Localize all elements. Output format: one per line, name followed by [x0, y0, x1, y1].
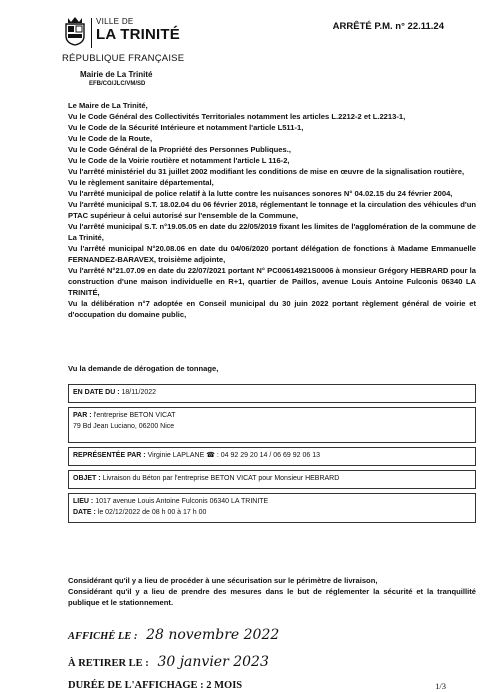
legal-references — [68, 100, 476, 320]
city-crest-logo — [64, 16, 86, 46]
request-date-cell — [68, 384, 476, 403]
body-line: Vu le Code Général des Collectivités Territoriales notamment les articles L.2212-2 et L.2213-1, — [68, 112, 406, 121]
body-line: Vu l'arrêté municipal S.T. 18.02.04 du 06 février 2018, réglementant le tonnage et la circulation des véhicules d'un PTAC supérieur à celui autorisé sur l'ensemble de la Commune, — [68, 200, 476, 220]
requester-address: 79 Bd Jean Luciano, 06200 Nice — [73, 423, 175, 430]
city-name: LA TRINITÉ — [96, 26, 180, 43]
body-line: Vu l'arrêté municipal N°20.08.06 en date du 04/06/2020 portant délégation de fonctions à Madame Emmanuelle FERNANDEZ-BARAVEX, troisième adjointe, — [68, 244, 476, 264]
schedule-value: le 02/12/2022 de 08 h 00 à 17 h 00 — [97, 509, 207, 516]
request-info-table — [68, 384, 476, 527]
reference-codes: EFB/CO/JLC/VM/SD — [89, 81, 146, 87]
requester-cell — [68, 407, 476, 443]
affiche-row — [68, 627, 279, 643]
duree-affichage: DURÉE DE L'AFFICHAGE : 2 MOIS — [68, 680, 243, 691]
body-line: Vu l'arrêté municipal de police relatif à la lutte contre les nuisances sonores N° 04.02.15 du 24 février 2004, — [68, 189, 453, 198]
considerant-block — [68, 575, 476, 608]
representative-value: Virginie LAPLANE ☎ : 04 92 29 20 14 / 06 69 92 06 13 — [147, 452, 320, 459]
request-date-value: 18/11/2022 — [121, 389, 157, 396]
request-date-label: EN DATE DU : — [73, 389, 120, 396]
affiche-label: AFFICHÉ LE : — [68, 631, 138, 642]
affiche-date-handwritten: 28 novembre 2022 — [146, 627, 280, 643]
retirer-date-handwritten: 30 janvier 2023 — [157, 654, 269, 670]
arrete-reference: ARRÊTÉ P.M. n° 22.11.24 — [332, 21, 444, 32]
schedule-label: DATE : — [73, 509, 96, 516]
retirer-row — [68, 654, 269, 670]
retirer-label: À RETIRER LE : — [68, 658, 149, 669]
requester-value: l'entreprise BETON VICAT — [93, 412, 176, 419]
location-cell — [68, 493, 476, 523]
body-line: Vu l'arrêté N°21.07.09 en date du 22/07/2021 portant N° PC00614921S0006 à monsieur Grégory HEBRARD pour la construction d'une maison individuelle en R+1, quartier de Paillos, avenue Louis Antoine Fulconis 06340 LA TRINITÉ, — [68, 266, 476, 297]
mairie-label: Mairie de La Trinité — [80, 70, 153, 79]
body-line: Le Maire de La Trinité, — [68, 101, 148, 110]
body-line: Vu le règlement sanitaire départemental, — [68, 178, 214, 187]
republique-francaise: RÉPUBLIQUE FRANÇAISE — [62, 53, 185, 64]
considerant-line: Considérant qu'il y a lieu de prendre des mesures dans le but de réglementer la sécurité et la tranquillité publique et le stationnement. — [68, 587, 476, 607]
demande-line: Vu la demande de dérogation de tonnage, — [68, 364, 219, 373]
body-line: Vu l'arrêté ministériel du 31 juillet 2002 modifiant les conditions de mise en œuvre de la signalisation routière, — [68, 167, 465, 176]
requester-label: PAR : — [73, 412, 92, 419]
body-line: Vu la délibération n°7 adoptée en Conseil municipal du 30 juin 2022 portant règlement général de voirie et d'occupation du domaine public, — [68, 299, 476, 319]
object-label: OBJET : — [73, 475, 101, 482]
considerant-line: Considérant qu'il y a lieu de procéder à une sécurisation sur le périmètre de livraison, — [68, 576, 378, 585]
body-line: Vu le Code de la Route, — [68, 134, 153, 143]
page-number: 1/3 — [435, 681, 446, 691]
header-divider — [91, 18, 92, 48]
body-line: Vu l'arrêté municipal S.T. n°19.05.05 en date du 22/05/2019 fixant les limites de l'agglomération de la commune de La Trinité, — [68, 222, 476, 242]
ville-de-label: VILLE DE — [96, 17, 134, 26]
body-line: Vu le Code Général de la Propriété des Personnes Publiques., — [68, 145, 291, 154]
body-line: Vu le Code de la Sécurité Intérieure et notamment l'article L511-1, — [68, 123, 304, 132]
location-label: LIEU : — [73, 498, 94, 505]
body-line: Vu le Code de la Voirie routière et notamment l'article L 116-2, — [68, 156, 290, 165]
city-name-block — [96, 17, 180, 43]
representative-cell — [68, 447, 476, 466]
object-value: Livraison du Béton par l'entreprise BETON VICAT pour Monsieur HEBRARD — [102, 475, 340, 482]
representative-label: REPRÉSENTÉE PAR : — [73, 452, 146, 459]
location-value: 1017 avenue Louis Antoine Fulconis 06340 LA TRINITE — [95, 498, 269, 505]
object-cell — [68, 470, 476, 489]
